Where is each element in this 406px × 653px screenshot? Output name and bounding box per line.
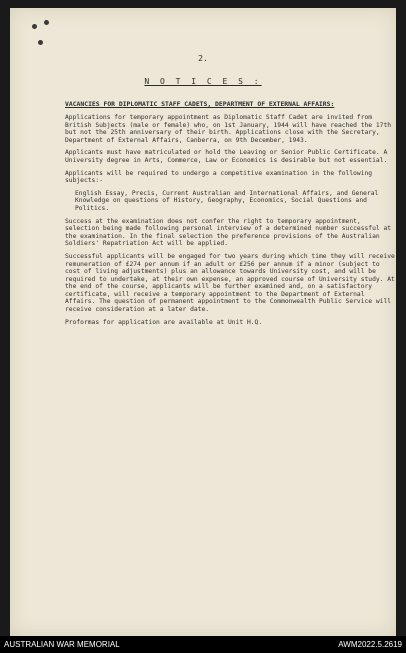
footer-accession-number: AWM2022.5.2619: [338, 640, 402, 649]
document-page: [10, 8, 396, 636]
footer-institution: AUSTRALIAN WAR MEMORIAL: [4, 640, 120, 649]
paragraph-examination: Applicants will be required to undergo a competitive examination in the following subjects:-: [65, 169, 373, 185]
page-number: 2.: [198, 54, 208, 63]
paragraph-subjects: English Essay, Precis, Current Australian and International Affairs, and General Knowledge on questions of History, Geography, Economics, Social Questions and Politics.: [75, 189, 379, 212]
vacancies-subheading: VACANCIES FOR DIPLOMATIC STAFF CADETS, DEPARTMENT OF EXTERNAL AFFAIRS:: [65, 100, 335, 108]
paragraph-remuneration: Successful applicants will be engaged for two years during which time they will receive remuneration of £274 per annum if an adult or £256 per annum if a minor (subject to cost of living adjustments) plus an allowance towards University cost, and will be required to undertake, at their own expense, an approved course of University study. At the end of the course, applicants will be further examined and, on a satisfactory certificate, will receive a temporary appointment to the Department of External Affairs. The question of permanent appointment to the Commonwealth Public Service will receive consideration at a later date.: [65, 252, 395, 314]
paragraph-qualifications: Applicants must have matriculated or hold the Leaving or Senior Public Certificate. A University degree in Arts, Commerce, Law or Economics is desirable but not essential.: [65, 149, 388, 164]
notices-heading: N O T I C E S :: [144, 77, 262, 86]
notice-body: [65, 114, 397, 331]
paragraph-application: Applications for temporary appointment as Diplomatic Staff Cadet are invited from British Subjects (male or female) who, on 1st January, 1944 will have reached the 17th but not the 25th anniversary of their birth. Applications close with the Secretary, Department of External Affairs, Canberra, on 9th December, 1943.: [65, 114, 392, 144]
footer-bar: [0, 636, 406, 653]
paragraph-proformas: Proformas for application are available at Unit H.Q.: [65, 318, 263, 326]
paragraph-selection: Success at the examination does not confer the right to temporary appointment, selection being made following personal interview of a determined number successful at the examination. In the final selection the preference provisions of the Australian Soldiers' Repatriation Act will be applied.: [65, 217, 392, 248]
